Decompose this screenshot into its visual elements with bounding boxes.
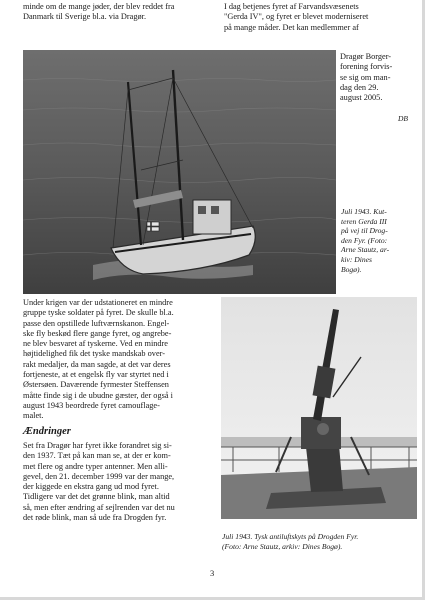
antiaircraft-photo	[221, 297, 417, 519]
changes-paragraph: Set fra Dragør har fyret ikke forandret sig si- den 1937. Tæt på kan man se, at der er kom- met flere og andre typer antenner. Men alli- gevel, den 21. december 1999 var der mange, der kiggede en ekstra gang ud mod fyret. Tidligere var det det grønne blink, man altid så, men efter ændring af sejlrenden var det nu det røde blink, man så ude fra Drogden fyr.	[23, 441, 175, 523]
boat-photo	[23, 50, 336, 294]
top-left-paragraph: minde om de mange jøder, der blev reddet fra Danmark til Sverige bl.a. via Dragør.	[23, 2, 175, 22]
top-right-paragraph: I dag betjenes fyret af Farvandsvæsenets "Gerda IV", og fyret er blevet moderniseret på mange måder. Det kan medlemmer af	[224, 2, 369, 32]
side-paragraph: Dragør Borger- forening forvis- se sig om man- dag den 29. august 2005.	[340, 52, 393, 103]
antiaircraft-photo-caption: Juli 1943. Tysk antiluftskyts på Drogden Fyr. (Foto: Arne Stautz, arkiv: Dines Bogø).	[222, 532, 359, 551]
boat-photo-image	[23, 50, 336, 294]
page-number: 3	[210, 568, 215, 578]
antiaircraft-photo-image	[221, 297, 417, 519]
author-signature: DB	[398, 114, 408, 123]
war-paragraph: Under krigen var der udstationeret en mindre gruppe tyske soldater på fyret. De skulle bl.a. passe den opstillede luftværnskanon. Engel- ske fly beskød flere gange fyret, og angrebe- ne blev besvaret af tyskerne. Ved en mindre højtidelighed fik det tyske mandskab over- rakt medaljer, da man sagde, at det var deres fortjeneste, at et engelsk fly var styrtet ned i Østersøen. Daværende fyrmester Steffensen måtte finde sig i de ubudne gæster, der også i august 1943 beordrede fyret camouflage- malet.	[23, 298, 174, 421]
boat-photo-caption: Juli 1943. Kut- teren Gerda III på vej til Drog- den Fyr. (Foto: Arne Stautz, ar- kiv: Dines Bogø).	[341, 207, 390, 274]
section-heading: Ændringer	[23, 426, 71, 437]
